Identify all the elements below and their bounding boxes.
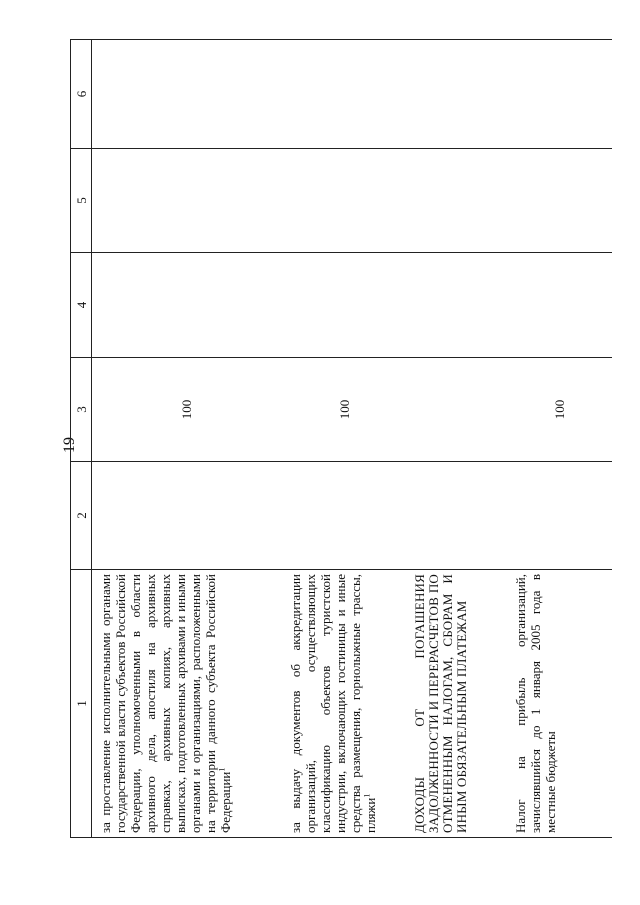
header-cell-2: 2 bbox=[71, 462, 92, 570]
row-description bbox=[92, 570, 282, 838]
row-col4 bbox=[407, 253, 507, 358]
row-col6 bbox=[407, 40, 507, 149]
table-row bbox=[282, 40, 407, 838]
row-col5 bbox=[282, 149, 407, 253]
row-description bbox=[407, 570, 507, 838]
row-description bbox=[282, 570, 407, 838]
row-col2 bbox=[407, 462, 507, 570]
row-col4 bbox=[282, 253, 407, 358]
footnote-mark: 1 bbox=[217, 767, 227, 772]
row-col5 bbox=[507, 149, 612, 253]
header-cell-5: 5 bbox=[71, 149, 92, 253]
row-text: за выдачу документов об аккредитации организаций, осуществляющих классификацию объектов туристской индустрии, включающих гостиницы и иные средства размещения, горнолыжные трассы, пляжи bbox=[287, 574, 378, 833]
header-cell-6: 6 bbox=[71, 40, 92, 149]
row-col3-value: 100 bbox=[507, 358, 612, 462]
row-col3-value: 100 bbox=[282, 358, 407, 462]
page-number: 19 bbox=[61, 437, 78, 453]
row-text: за проставление исполнительными органами государственной власти субъектов Российской Федерации, уполномоченными в области архивного дела, апостиля на архивных справках, архивных копиях, архивных выписках, подготовленных архивами и иными органами и организациями, расположенными на территории данного субъекта Российской Федерации bbox=[98, 574, 233, 833]
header-cell-1: 1 bbox=[71, 570, 92, 838]
table-row bbox=[92, 40, 282, 838]
row-col6 bbox=[92, 40, 282, 149]
revenue-table bbox=[70, 39, 612, 838]
header-cell-4: 4 bbox=[71, 253, 92, 358]
row-text: Налог на прибыль организаций, зачислявшийся до 1 января 2005 года в местные бюджеты bbox=[512, 574, 558, 833]
row-col4 bbox=[92, 253, 282, 358]
header-cell-3: 3 bbox=[71, 358, 92, 462]
row-col6 bbox=[282, 40, 407, 149]
row-description bbox=[507, 570, 612, 838]
row-col3-value bbox=[407, 358, 507, 462]
row-col2 bbox=[92, 462, 282, 570]
row-col4 bbox=[507, 253, 612, 358]
row-col6 bbox=[507, 40, 612, 149]
table-row bbox=[507, 40, 612, 838]
header-row bbox=[71, 40, 92, 838]
rotated-table-area bbox=[70, 40, 610, 838]
footnote-mark: 1 bbox=[362, 793, 372, 798]
row-col2 bbox=[282, 462, 407, 570]
row-col5 bbox=[92, 149, 282, 253]
row-col3-value: 100 bbox=[92, 358, 282, 462]
row-col2 bbox=[507, 462, 612, 570]
row-text: ДОХОДЫ ОТ ПОГАШЕНИЯ ЗАДОЛЖЕННОСТИ И ПЕРЕРАСЧЕТОВ ПО ОТМЕНЕННЫМ НАЛОГАМ, СБОРАМ И ИНЫМ ОБЯЗАТЕЛЬНЫМ ПЛАТЕЖАМ bbox=[411, 574, 469, 833]
row-col5 bbox=[407, 149, 507, 253]
table-row bbox=[407, 40, 507, 838]
